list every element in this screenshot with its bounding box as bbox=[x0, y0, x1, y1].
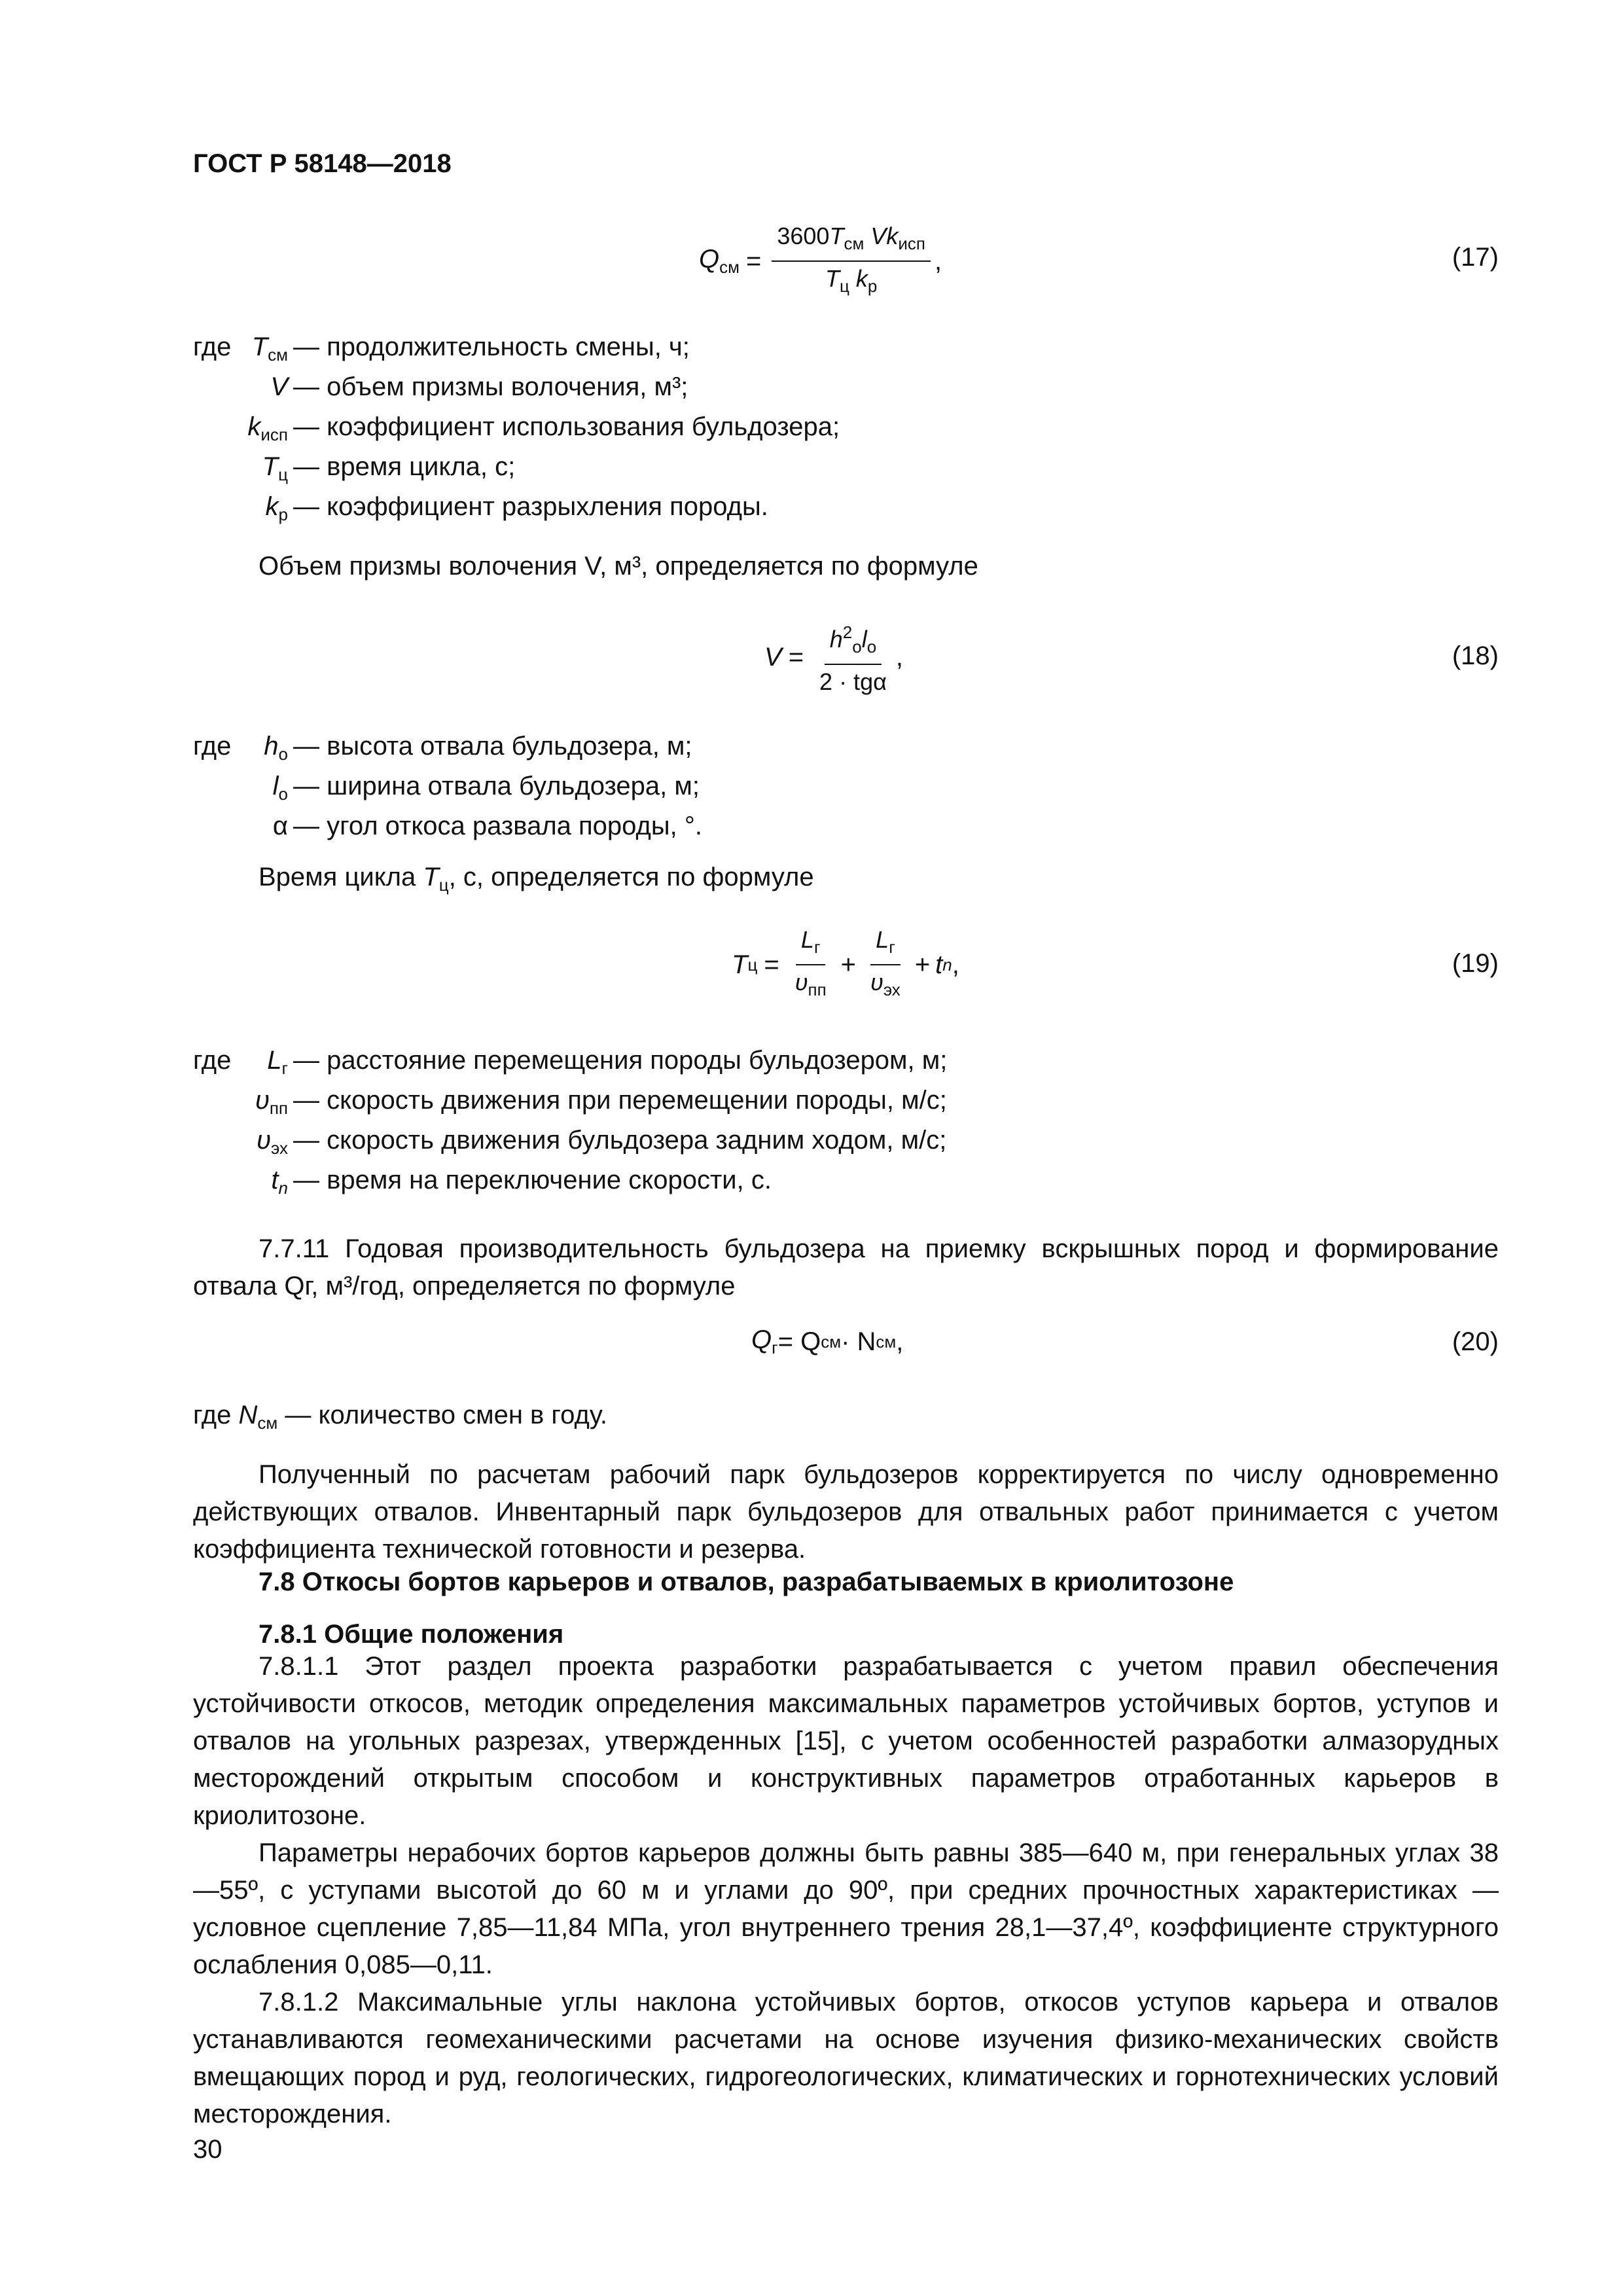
equation-20: $Q_г$ = Q см · N см , (20) bbox=[751, 1325, 1499, 1357]
equation-number: (18) bbox=[1452, 641, 1499, 670]
intro-19: Время цикла $T_ц$, с, определяется по формуле bbox=[259, 863, 814, 895]
paragraph-park: Полученный по расчетам рабочий парк бульдозеров корректируется по числу одновременно действующих отвалов. Инвентарный парк бульдозеров для отвальных работ принимается с учетом коэффициента технической готовности и резерва. bbox=[193, 1460, 1499, 1564]
section-7-8-title: 7.8 Откосы бортов карьеров и отвалов, разрабатываемых в криолитозоне bbox=[259, 1568, 1234, 1596]
document-code: ГОСТ Р 58148—2018 bbox=[193, 149, 452, 178]
equation-17: $Q_{см}$ = $\frac{3600T_{см} Vk_{исп}}{T_ц k_р}$ , (17) bbox=[0, 219, 1623, 304]
eq18-fraction: $\frac{h^2_оl_о}{\text{2 · tgα}}$ bbox=[814, 615, 892, 699]
equation-number: (17) bbox=[1452, 243, 1499, 272]
legend-20: где $N_{см}$ — количество смен в году. bbox=[193, 1401, 607, 1433]
equation-18: V = $\frac{h^2_оl_о}{\text{2 · tgα}}$ , (18) bbox=[0, 615, 1623, 700]
paragraph-7-7-11: 7.7.11 Годовая производительность бульдозера на приемку вскрышных пород и формирование отвала Qг, м³/год, определяется по формуле bbox=[193, 1234, 1499, 1300]
intro-18: Объем призмы волочения V, м³, определяется по формуле bbox=[259, 552, 978, 581]
eq17-lhs: $Q_{см}$ bbox=[699, 245, 740, 277]
page-number: 30 bbox=[193, 2135, 223, 2164]
eq19-fraction-1: $\frac{L_г}{\upsilon_{пп}}$ bbox=[790, 923, 832, 1007]
equation-number: (20) bbox=[1452, 1327, 1499, 1356]
equation-19: T ц = $\frac{L_г}{\upsilon_{пп}}$ + $\frac{L_г}{\upsilon_{эх}}$ + t n , (19) bbox=[0, 923, 1623, 1008]
eq19-fraction-2: $\frac{L_г}{\upsilon_{эх}}$ bbox=[865, 923, 906, 1007]
eq17-fraction: $\frac{3600T_{см} Vk_{исп}}{T_ц k_р}$ bbox=[772, 219, 931, 303]
equation-number: (19) bbox=[1452, 949, 1499, 978]
section-7-8-1-title: 7.8.1 Общие положения bbox=[259, 1620, 564, 1649]
paragraph-7-8-1-1: 7.8.1.1 Этот раздел проекта разработки разрабатывается с учетом правил обеспечения устойчивости откосов, методик определения максимальных параметров устойчивых бортов, уступов и отвалов на угольных разрезах, утвержденных [15], с учетом особенностей разработки алмазорудных месторождений открытым способом и конструктивных параметров отработанных карьеров в криолитозоне. Параметры нерабочих бортов карьеров должны быть равны 385—640 м, при генеральных углах 38—55º, с уступами высотой до 60 м и углами до 90º, при средних прочностных характеристиках — условное сцепление 7,85—11,84 МПа, угол внутреннего трения 28,1—37,4º, коэффициенте структурного ослабления 0,085—0,11. 7.8.1.2 Максимальные углы наклона устойчивых бортов, откосов уступов карьера и отвалов устанавливаются геомеханическими расчетами на основе изучения физико-механических свойств вмещающих пород и руд, геологических, гидрогеологических, климатических и горнотехнических условий месторождения. bbox=[193, 1652, 1499, 2128]
